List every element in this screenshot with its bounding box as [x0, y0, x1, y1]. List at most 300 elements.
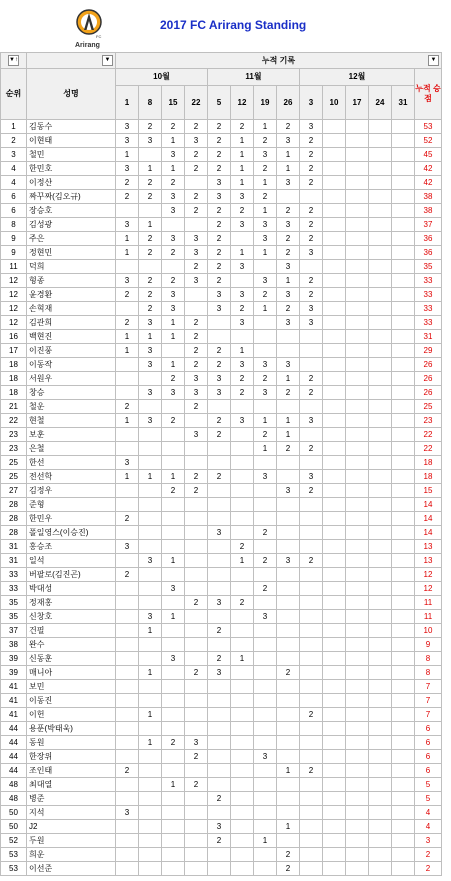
points-cell	[323, 330, 346, 344]
points-cell: 3	[185, 386, 208, 400]
rank-cell: 50	[1, 820, 27, 834]
points-cell	[162, 526, 185, 540]
points-cell: 2	[162, 414, 185, 428]
points-cell	[277, 470, 300, 484]
player-name-cell: 백현진	[27, 330, 116, 344]
points-cell	[346, 736, 369, 750]
table-row	[1, 806, 442, 820]
points-cell: 1	[277, 764, 300, 778]
points-cell	[369, 722, 392, 736]
points-cell: 1	[231, 176, 254, 190]
points-cell: 3	[208, 190, 231, 204]
table-row	[1, 386, 442, 400]
points-cell	[369, 610, 392, 624]
points-cell	[277, 540, 300, 554]
points-cell	[369, 400, 392, 414]
points-cell: 2	[116, 764, 139, 778]
points-cell	[392, 708, 415, 722]
points-cell: 1	[116, 470, 139, 484]
table-row	[1, 414, 442, 428]
date-header: 1	[116, 86, 139, 120]
points-cell	[254, 652, 277, 666]
points-cell	[162, 722, 185, 736]
table-row	[1, 778, 442, 792]
player-name-cell: 윤경환	[27, 288, 116, 302]
points-cell	[277, 610, 300, 624]
points-cell: 2	[254, 190, 277, 204]
points-cell: 2	[231, 120, 254, 134]
total-points-cell: 6	[415, 764, 442, 778]
table-row	[1, 750, 442, 764]
points-cell	[323, 624, 346, 638]
points-cell	[139, 512, 162, 526]
points-cell	[254, 456, 277, 470]
points-cell	[116, 428, 139, 442]
table-row	[1, 344, 442, 358]
total-points-cell: 36	[415, 246, 442, 260]
total-points-cell: 31	[415, 330, 442, 344]
points-cell: 2	[139, 232, 162, 246]
rank-cell: 48	[1, 792, 27, 806]
points-cell	[231, 568, 254, 582]
points-cell	[346, 848, 369, 862]
logo-fc-text: FC	[96, 34, 102, 39]
points-cell	[300, 190, 323, 204]
points-cell	[323, 372, 346, 386]
points-cell	[323, 218, 346, 232]
table-row	[1, 288, 442, 302]
points-cell: 1	[231, 344, 254, 358]
points-cell	[254, 512, 277, 526]
points-cell	[300, 428, 323, 442]
points-cell	[208, 862, 231, 876]
dropdown-arrow-icon[interactable]: ▼	[102, 55, 113, 66]
points-cell: 2	[231, 372, 254, 386]
points-cell	[369, 414, 392, 428]
points-cell	[208, 330, 231, 344]
points-cell: 3	[162, 204, 185, 218]
points-cell: 2	[208, 358, 231, 372]
points-cell	[369, 134, 392, 148]
player-name-cell: 한선	[27, 456, 116, 470]
points-cell	[231, 582, 254, 596]
player-name-cell: 김성광	[27, 218, 116, 232]
points-cell	[277, 792, 300, 806]
points-cell	[300, 834, 323, 848]
points-cell	[323, 316, 346, 330]
points-cell: 1	[277, 428, 300, 442]
points-cell	[139, 596, 162, 610]
points-cell	[254, 638, 277, 652]
points-cell	[208, 316, 231, 330]
rank-cell: 6	[1, 204, 27, 218]
points-cell	[346, 750, 369, 764]
total-points-cell: 18	[415, 470, 442, 484]
rank-cell: 16	[1, 330, 27, 344]
table-row	[1, 218, 442, 232]
points-cell: 2	[300, 274, 323, 288]
points-cell	[300, 778, 323, 792]
points-cell: 2	[300, 386, 323, 400]
points-cell: 2	[116, 190, 139, 204]
points-cell	[346, 190, 369, 204]
player-name-cell: 짜꾸짜(김오규)	[27, 190, 116, 204]
points-cell: 2	[185, 162, 208, 176]
points-cell	[185, 568, 208, 582]
points-cell	[162, 596, 185, 610]
points-cell	[254, 344, 277, 358]
points-cell: 2	[208, 120, 231, 134]
total-points-cell: 14	[415, 512, 442, 526]
points-cell	[139, 484, 162, 498]
points-cell	[231, 498, 254, 512]
table-row	[1, 708, 442, 722]
total-points-cell: 42	[415, 176, 442, 190]
points-cell	[254, 330, 277, 344]
points-cell	[231, 666, 254, 680]
points-cell: 3	[139, 358, 162, 372]
points-cell: 2	[208, 232, 231, 246]
points-cell	[139, 204, 162, 218]
points-cell	[369, 554, 392, 568]
points-cell	[116, 204, 139, 218]
points-cell	[231, 680, 254, 694]
points-cell	[208, 554, 231, 568]
table-row	[1, 736, 442, 750]
player-name-cell: 전선학	[27, 470, 116, 484]
player-name-cell: 최대열	[27, 778, 116, 792]
player-name-cell: 병준	[27, 792, 116, 806]
points-cell	[139, 806, 162, 820]
points-cell	[116, 582, 139, 596]
points-cell	[300, 540, 323, 554]
points-cell: 2	[231, 302, 254, 316]
month-header: 10월	[116, 69, 208, 86]
points-cell	[116, 666, 139, 680]
points-cell	[369, 694, 392, 708]
points-cell: 2	[208, 428, 231, 442]
points-cell	[392, 218, 415, 232]
points-cell: 3	[254, 470, 277, 484]
points-cell: 2	[208, 274, 231, 288]
points-cell	[392, 134, 415, 148]
points-cell	[277, 680, 300, 694]
points-cell: 3	[208, 176, 231, 190]
player-name-cell: 신창호	[27, 610, 116, 624]
rank-cell: 22	[1, 414, 27, 428]
points-cell	[323, 610, 346, 624]
points-cell	[300, 694, 323, 708]
points-cell: 3	[231, 414, 254, 428]
points-cell	[323, 722, 346, 736]
points-cell	[323, 274, 346, 288]
points-cell: 1	[116, 330, 139, 344]
points-cell	[346, 470, 369, 484]
points-cell	[185, 792, 208, 806]
points-cell: 1	[162, 554, 185, 568]
points-cell	[392, 470, 415, 484]
sort-filter-icon[interactable]: ▼↑	[8, 55, 19, 66]
points-cell	[392, 596, 415, 610]
points-cell	[185, 708, 208, 722]
points-cell: 3	[300, 246, 323, 260]
points-cell	[346, 652, 369, 666]
points-cell: 2	[277, 120, 300, 134]
rank-header: 순위	[1, 69, 27, 120]
points-cell: 2	[300, 162, 323, 176]
points-cell	[139, 680, 162, 694]
points-cell	[346, 316, 369, 330]
points-cell	[185, 652, 208, 666]
points-cell: 2	[116, 316, 139, 330]
points-cell: 3	[277, 176, 300, 190]
points-cell	[162, 512, 185, 526]
player-name-cell: 은철	[27, 442, 116, 456]
points-cell	[346, 834, 369, 848]
points-cell	[323, 834, 346, 848]
points-cell: 3	[208, 666, 231, 680]
points-cell	[346, 526, 369, 540]
points-cell: 1	[254, 120, 277, 134]
points-cell	[300, 456, 323, 470]
points-cell	[392, 806, 415, 820]
points-cell	[162, 260, 185, 274]
points-cell: 3	[185, 274, 208, 288]
points-cell: 1	[162, 470, 185, 484]
points-cell	[369, 330, 392, 344]
total-points-cell: 2	[415, 848, 442, 862]
points-cell: 1	[254, 204, 277, 218]
points-cell	[346, 638, 369, 652]
points-cell	[346, 722, 369, 736]
points-cell	[185, 526, 208, 540]
points-cell	[369, 778, 392, 792]
group-dropdown-icon[interactable]: ▼	[428, 55, 439, 66]
points-cell	[369, 386, 392, 400]
points-cell	[346, 148, 369, 162]
points-cell: 2	[185, 260, 208, 274]
total-points-cell: 5	[415, 792, 442, 806]
points-cell	[346, 680, 369, 694]
player-name-cell: 정현민	[27, 246, 116, 260]
points-cell	[323, 260, 346, 274]
points-cell: 3	[300, 120, 323, 134]
points-cell	[346, 820, 369, 834]
month-header: 11월	[208, 69, 300, 86]
points-cell	[369, 596, 392, 610]
points-cell	[392, 442, 415, 456]
points-cell	[139, 260, 162, 274]
table-row	[1, 582, 442, 596]
points-cell	[346, 764, 369, 778]
table-row	[1, 526, 442, 540]
points-cell	[231, 512, 254, 526]
total-points-cell: 6	[415, 722, 442, 736]
points-cell: 3	[231, 316, 254, 330]
total-points-cell: 14	[415, 526, 442, 540]
points-cell	[208, 764, 231, 778]
points-cell	[392, 568, 415, 582]
points-cell	[369, 428, 392, 442]
points-cell	[185, 302, 208, 316]
points-cell	[392, 274, 415, 288]
points-cell	[162, 848, 185, 862]
rank-cell: 52	[1, 834, 27, 848]
points-cell	[139, 834, 162, 848]
points-cell	[392, 540, 415, 554]
points-cell	[369, 162, 392, 176]
points-cell	[254, 694, 277, 708]
points-cell	[116, 820, 139, 834]
points-cell: 3	[185, 134, 208, 148]
name-filter-cell[interactable]	[27, 53, 116, 69]
points-cell	[346, 260, 369, 274]
points-cell: 2	[300, 442, 323, 456]
points-cell: 2	[300, 288, 323, 302]
points-cell	[185, 498, 208, 512]
player-name-cell: 철민	[27, 148, 116, 162]
points-cell	[231, 638, 254, 652]
points-cell	[208, 582, 231, 596]
points-cell	[392, 778, 415, 792]
points-cell	[369, 302, 392, 316]
points-cell	[369, 204, 392, 218]
points-cell: 1	[139, 736, 162, 750]
player-name-cell: 보훈	[27, 428, 116, 442]
points-cell	[369, 484, 392, 498]
points-cell	[346, 428, 369, 442]
points-cell	[323, 190, 346, 204]
points-cell	[185, 288, 208, 302]
points-cell: 3	[277, 484, 300, 498]
total-points-cell: 22	[415, 428, 442, 442]
rank-cell: 44	[1, 750, 27, 764]
points-cell	[208, 484, 231, 498]
points-cell	[323, 792, 346, 806]
points-cell	[254, 778, 277, 792]
points-cell	[392, 624, 415, 638]
points-cell: 3	[162, 148, 185, 162]
points-cell	[185, 414, 208, 428]
filter-cell[interactable]	[1, 53, 27, 69]
points-cell	[392, 834, 415, 848]
points-cell	[392, 302, 415, 316]
points-cell: 2	[162, 246, 185, 260]
table-row	[1, 204, 442, 218]
points-cell	[300, 652, 323, 666]
points-cell: 2	[162, 274, 185, 288]
points-cell: 2	[208, 162, 231, 176]
date-header: 22	[185, 86, 208, 120]
points-cell	[323, 540, 346, 554]
points-cell	[208, 778, 231, 792]
table-row	[1, 470, 442, 484]
points-cell	[323, 750, 346, 764]
points-cell	[346, 456, 369, 470]
table-row	[1, 260, 442, 274]
total-points-cell: 25	[415, 400, 442, 414]
points-cell: 3	[231, 288, 254, 302]
points-cell: 2	[277, 666, 300, 680]
points-cell: 1	[277, 274, 300, 288]
points-cell	[346, 666, 369, 680]
points-cell	[185, 554, 208, 568]
points-cell	[346, 554, 369, 568]
points-cell	[369, 680, 392, 694]
player-name-cell: 용푼(박태욱)	[27, 722, 116, 736]
points-cell	[346, 120, 369, 134]
points-cell	[116, 526, 139, 540]
total-points-cell: 12	[415, 568, 442, 582]
points-cell: 2	[300, 232, 323, 246]
points-cell: 3	[162, 232, 185, 246]
points-cell: 2	[162, 372, 185, 386]
points-cell	[300, 526, 323, 540]
points-cell	[162, 540, 185, 554]
points-cell: 2	[277, 862, 300, 876]
name-header: 성명	[27, 69, 116, 120]
player-name-cell: 주은	[27, 232, 116, 246]
table-row	[1, 834, 442, 848]
points-cell	[369, 316, 392, 330]
points-cell	[185, 806, 208, 820]
points-cell: 2	[139, 302, 162, 316]
points-cell	[185, 722, 208, 736]
total-points-cell: 33	[415, 316, 442, 330]
table-row	[1, 330, 442, 344]
points-cell: 1	[231, 134, 254, 148]
points-cell	[231, 834, 254, 848]
points-cell: 3	[116, 540, 139, 554]
player-name-cell: 매니아	[27, 666, 116, 680]
points-cell: 1	[231, 554, 254, 568]
table-row	[1, 764, 442, 778]
rank-cell: 18	[1, 358, 27, 372]
points-cell	[346, 344, 369, 358]
total-points-cell: 8	[415, 652, 442, 666]
points-cell	[346, 512, 369, 526]
points-cell	[300, 722, 323, 736]
total-points-cell: 26	[415, 358, 442, 372]
rank-cell: 4	[1, 176, 27, 190]
points-cell	[277, 806, 300, 820]
total-points-cell: 12	[415, 582, 442, 596]
points-cell	[323, 358, 346, 372]
points-cell	[323, 694, 346, 708]
player-name-cell: 덕희	[27, 260, 116, 274]
points-cell: 3	[231, 190, 254, 204]
points-cell: 2	[185, 344, 208, 358]
points-cell	[323, 778, 346, 792]
points-cell	[139, 148, 162, 162]
total-points-cell: 6	[415, 750, 442, 764]
rank-cell: 9	[1, 246, 27, 260]
points-cell: 2	[139, 246, 162, 260]
points-cell: 1	[162, 162, 185, 176]
points-cell	[116, 358, 139, 372]
points-cell	[162, 820, 185, 834]
points-cell	[323, 120, 346, 134]
points-cell	[323, 554, 346, 568]
rank-cell: 41	[1, 708, 27, 722]
points-cell	[369, 526, 392, 540]
total-points-cell: 29	[415, 344, 442, 358]
points-cell	[392, 400, 415, 414]
points-cell	[254, 722, 277, 736]
points-cell	[323, 246, 346, 260]
points-cell	[369, 456, 392, 470]
points-cell	[162, 764, 185, 778]
